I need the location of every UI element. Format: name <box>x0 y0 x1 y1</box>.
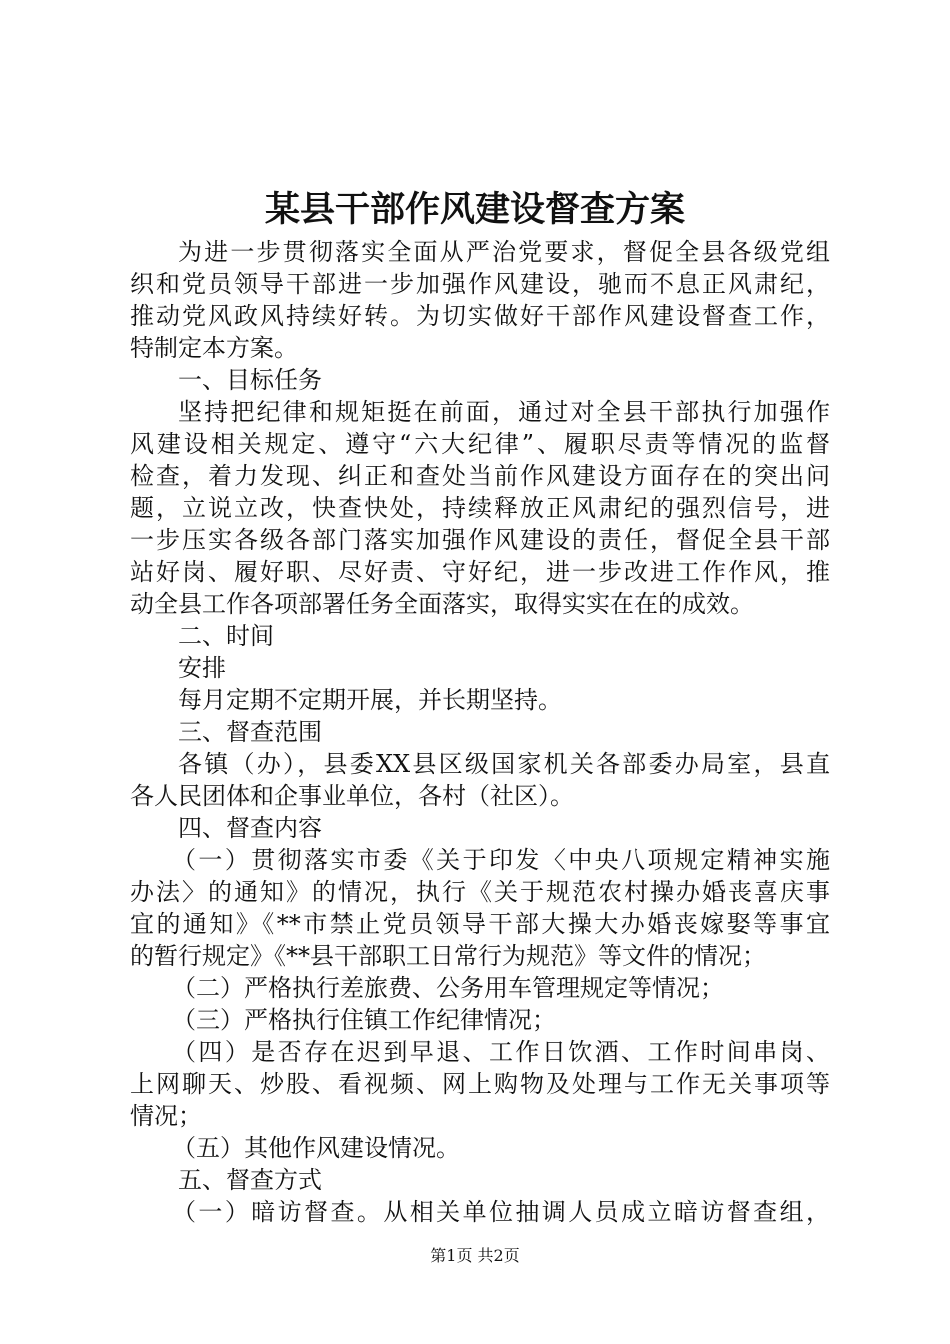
section-heading: 一、目标任务 <box>178 366 322 394</box>
page-footer: 第1页 共2页 <box>430 1246 520 1265</box>
paragraph-line: 动全县工作各项部署任务全面落实，取得实实在在的成效。 <box>130 590 754 618</box>
paragraph-line: 上网聊天、炒股、看视频、网上购物及处理与工作无关事项等 <box>130 1070 830 1098</box>
paragraph-line: 情况； <box>130 1102 202 1130</box>
document-title: 某县干部作风建设督查方案 <box>264 189 685 230</box>
list-item: （一）暗访督查。从相关单位抽调人员成立暗访督查组， <box>172 1198 830 1226</box>
paragraph-line: 特制定本方案。 <box>130 334 298 362</box>
paragraph-line: 宜的通知》《**市禁止党员领导干部大操大办婚丧嫁娶等事宜 <box>130 910 830 938</box>
paragraph-line: （一）贯彻落实市委《关于印发〈中央八项规定精神实施 <box>172 846 830 874</box>
paragraph-line: 推动党风政风持续好转。为切实做好干部作风建设督查工作， <box>130 302 830 330</box>
list-item: （三）严格执行住镇工作纪律情况； <box>172 1006 556 1034</box>
paragraph-line: 安排 <box>178 654 226 682</box>
section-heading: 五、督查方式 <box>178 1166 322 1194</box>
section-heading: 四、督查内容 <box>178 814 322 842</box>
paragraph-line: 题，立说立改，快查快处，持续释放正风肃纪的强烈信号，进 <box>130 494 830 522</box>
paragraph-line: 为进一步贯彻落实全面从严治党要求，督促全县各级党组 <box>178 238 830 266</box>
list-item: （五）其他作风建设情况。 <box>172 1134 460 1162</box>
paragraph-line: 坚持把纪律和规矩挺在前面，通过对全县干部执行加强作 <box>178 398 830 426</box>
list-item: （二）严格执行差旅费、公务用车管理规定等情况； <box>172 974 724 1002</box>
paragraph-line: 各人民团体和企事业单位，各村（社区）。 <box>130 782 574 810</box>
paragraph-line: 站好岗、履好职、尽好责、守好纪，进一步改进工作作风，推 <box>130 558 830 586</box>
paragraph-line: 每月定期不定期开展，并长期坚持。 <box>178 686 562 714</box>
section-heading: 二、时间 <box>178 622 274 650</box>
paragraph-line: 一步压实各级各部门落实加强作风建设的责任，督促全县干部 <box>130 526 830 554</box>
paragraph-line: 织和党员领导干部进一步加强作风建设，驰而不息正风肃纪， <box>130 270 830 298</box>
document-body <box>130 236 830 1228</box>
paragraph-line: 检查，着力发现、纠正和查处当前作风建设方面存在的突出问 <box>130 462 830 490</box>
section-heading: 三、督查范围 <box>178 718 322 746</box>
paragraph-line: 办法〉的通知》的情况，执行《关于规范农村操办婚丧喜庆事 <box>130 878 830 906</box>
list-item: （四）是否存在迟到早退、工作日饮酒、工作时间串岗、 <box>172 1038 830 1066</box>
paragraph-line: 各镇（办），县委XX县区级国家机关各部委办局室，县直 <box>178 750 830 778</box>
paragraph-line: 的暂行规定》《**县干部职工日常行为规范》等文件的情况； <box>130 942 766 970</box>
paragraph-line: 风建设相关规定、遵守“六大纪律”、履职尽责等情况的监督 <box>130 430 830 458</box>
